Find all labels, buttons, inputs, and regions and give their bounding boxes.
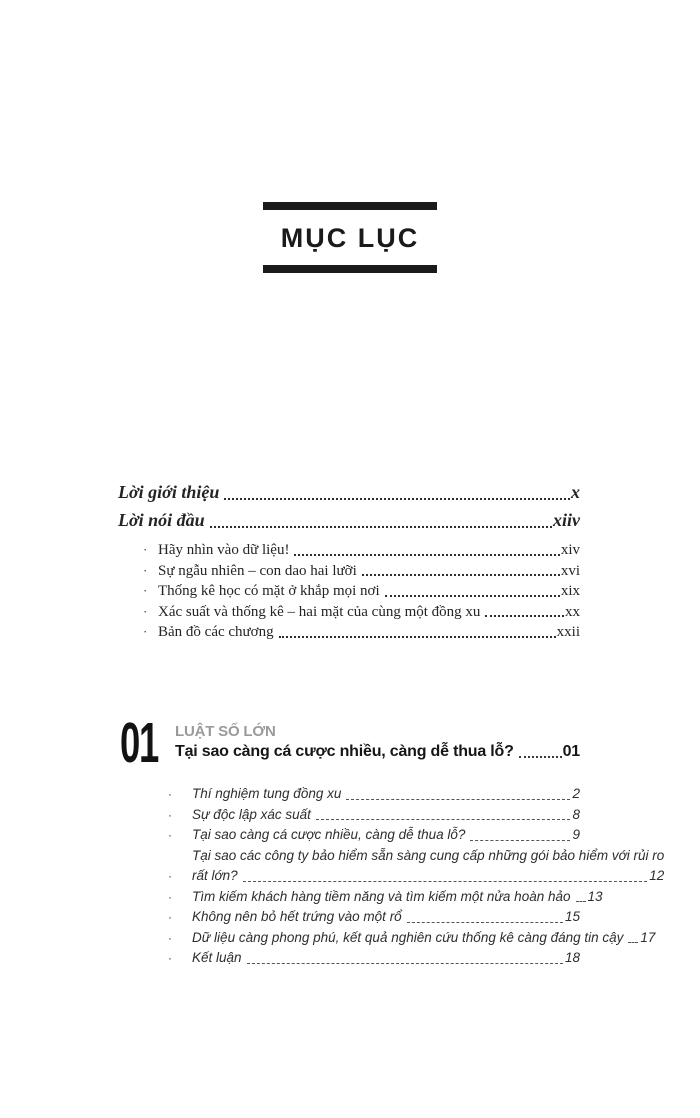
leader-line [243, 881, 648, 882]
front-matter-item-list [118, 540, 580, 643]
bullet-icon: · [168, 807, 172, 822]
toc-sub-entry [160, 887, 603, 908]
entry-label: Xác suất và thống kê – hai mặt của cùng một đồng xu [158, 603, 481, 620]
entry-label: Không nên bỏ hết trứng vào một rổ [192, 909, 402, 924]
entry-page-number: x [571, 482, 580, 502]
title-top-bar [263, 202, 437, 210]
toc-sub-entry [118, 581, 580, 602]
entry-label: Thống kê học có mặt ở khắp mọi nơi [158, 583, 380, 599]
entry-label: Lời giới thiệu [118, 482, 220, 502]
bullet-icon: · [143, 562, 148, 578]
toc-entry-preface [118, 506, 580, 534]
entry-label: Sự độc lập xác suất [192, 806, 311, 822]
bullet-icon: · [143, 603, 148, 619]
bullet-icon: · [168, 910, 172, 924]
entry-label: Bản đồ các chương [158, 624, 274, 640]
entry-page-number: 18 [564, 950, 580, 965]
entry-page-number: 15 [564, 909, 580, 924]
toc-sub-entry [160, 907, 580, 928]
bullet-icon: · [168, 869, 172, 883]
toc-sub-entry [118, 561, 580, 582]
leader-line [210, 526, 552, 528]
bullet-icon: · [143, 583, 148, 598]
entry-body [192, 846, 664, 887]
chapter-number: 01 [120, 711, 159, 775]
chapter-1-header [120, 711, 580, 775]
toc-sub-entry [160, 948, 580, 969]
front-matter-section [118, 478, 580, 643]
chapter-subtitle: Tại sao càng cá cược nhiều, càng dễ thua lỗ? [175, 743, 514, 760]
chapter-subtitle-row [175, 740, 580, 763]
bullet-icon: · [168, 787, 172, 801]
entry-page-number: 12 [649, 868, 665, 883]
chapter-title-block [175, 718, 580, 768]
toc-sub-entry [160, 805, 580, 826]
entry-page-number: 8 [572, 806, 580, 822]
toc-sub-entry [118, 540, 580, 561]
leader-line [346, 799, 570, 800]
leader-line [628, 942, 638, 943]
entry-line-2 [192, 866, 664, 887]
title-bottom-bar [263, 265, 437, 273]
bullet-icon: · [168, 951, 172, 965]
entry-label: Tìm kiếm khách hàng tiềm năng và tìm kiếm một nửa hoàn hảo [192, 888, 571, 904]
entry-page-number: xvi [560, 562, 580, 579]
leader-line [279, 636, 556, 638]
entry-page-number: xix [560, 583, 580, 599]
entry-page-number: 13 [587, 888, 603, 904]
bullet-icon: · [168, 930, 172, 945]
entry-label: Thí nghiệm tung đồng xu [192, 786, 342, 801]
toc-sub-entry-two-line [160, 846, 665, 887]
entry-page-number: xx [565, 603, 580, 620]
entry-label: Lời nói đầu [118, 510, 205, 530]
entry-label: Hãy nhìn vào dữ liệu! [158, 542, 290, 558]
entry-label: Sự ngẫu nhiên – con dao hai lưỡi [158, 562, 357, 579]
entry-page-number: 9 [572, 827, 580, 842]
chapter-heading: LUẬT SỐ LỚN [175, 723, 276, 740]
toc-sub-entry [118, 622, 580, 643]
entry-page-number: xxii [556, 624, 580, 640]
leader-line [224, 498, 570, 500]
bullet-icon: · [168, 828, 172, 842]
entry-label-line-2: rất lớn? [192, 868, 238, 883]
entry-page-number: xiv [560, 542, 580, 558]
toc-sub-entry [160, 825, 580, 846]
entry-page-number: 2 [572, 786, 580, 801]
leader-line [362, 574, 560, 576]
chapter-page-number: 01 [562, 743, 580, 760]
entry-label: Tại sao càng cá cược nhiều, càng dễ thua lỗ? [192, 827, 466, 842]
page-title: MỤC LỤC [280, 223, 420, 253]
bullet-icon: · [143, 624, 148, 639]
entry-label-line-1: Tại sao các công ty bảo hiểm sẵn sàng cung cấp những gói bảo hiểm với rủi ro [192, 847, 665, 863]
leader-line [576, 901, 586, 902]
leader-line [485, 615, 564, 617]
leader-line [385, 595, 560, 597]
toc-sub-entry [118, 602, 580, 623]
leader-line [407, 922, 563, 923]
chapter-1-item-list [160, 784, 665, 969]
leader-line [316, 819, 571, 820]
toc-sub-entry [160, 784, 580, 805]
entry-label: Kết luận [192, 950, 242, 965]
entry-page-number: 17 [640, 929, 656, 945]
leader-line [294, 554, 559, 556]
leader-line [247, 963, 563, 964]
toc-title-block [263, 202, 437, 273]
leader-line [519, 756, 562, 758]
entry-label: Dữ liệu càng phong phú, kết quả nghiên cứu thống kê càng đáng tin cậy [192, 929, 624, 945]
entry-page-number: xiiv [553, 510, 580, 530]
leader-line [470, 840, 570, 841]
bullet-icon: · [168, 889, 172, 904]
toc-entry-intro [118, 478, 580, 506]
toc-sub-entry [160, 928, 656, 949]
bullet-icon: · [143, 542, 148, 557]
